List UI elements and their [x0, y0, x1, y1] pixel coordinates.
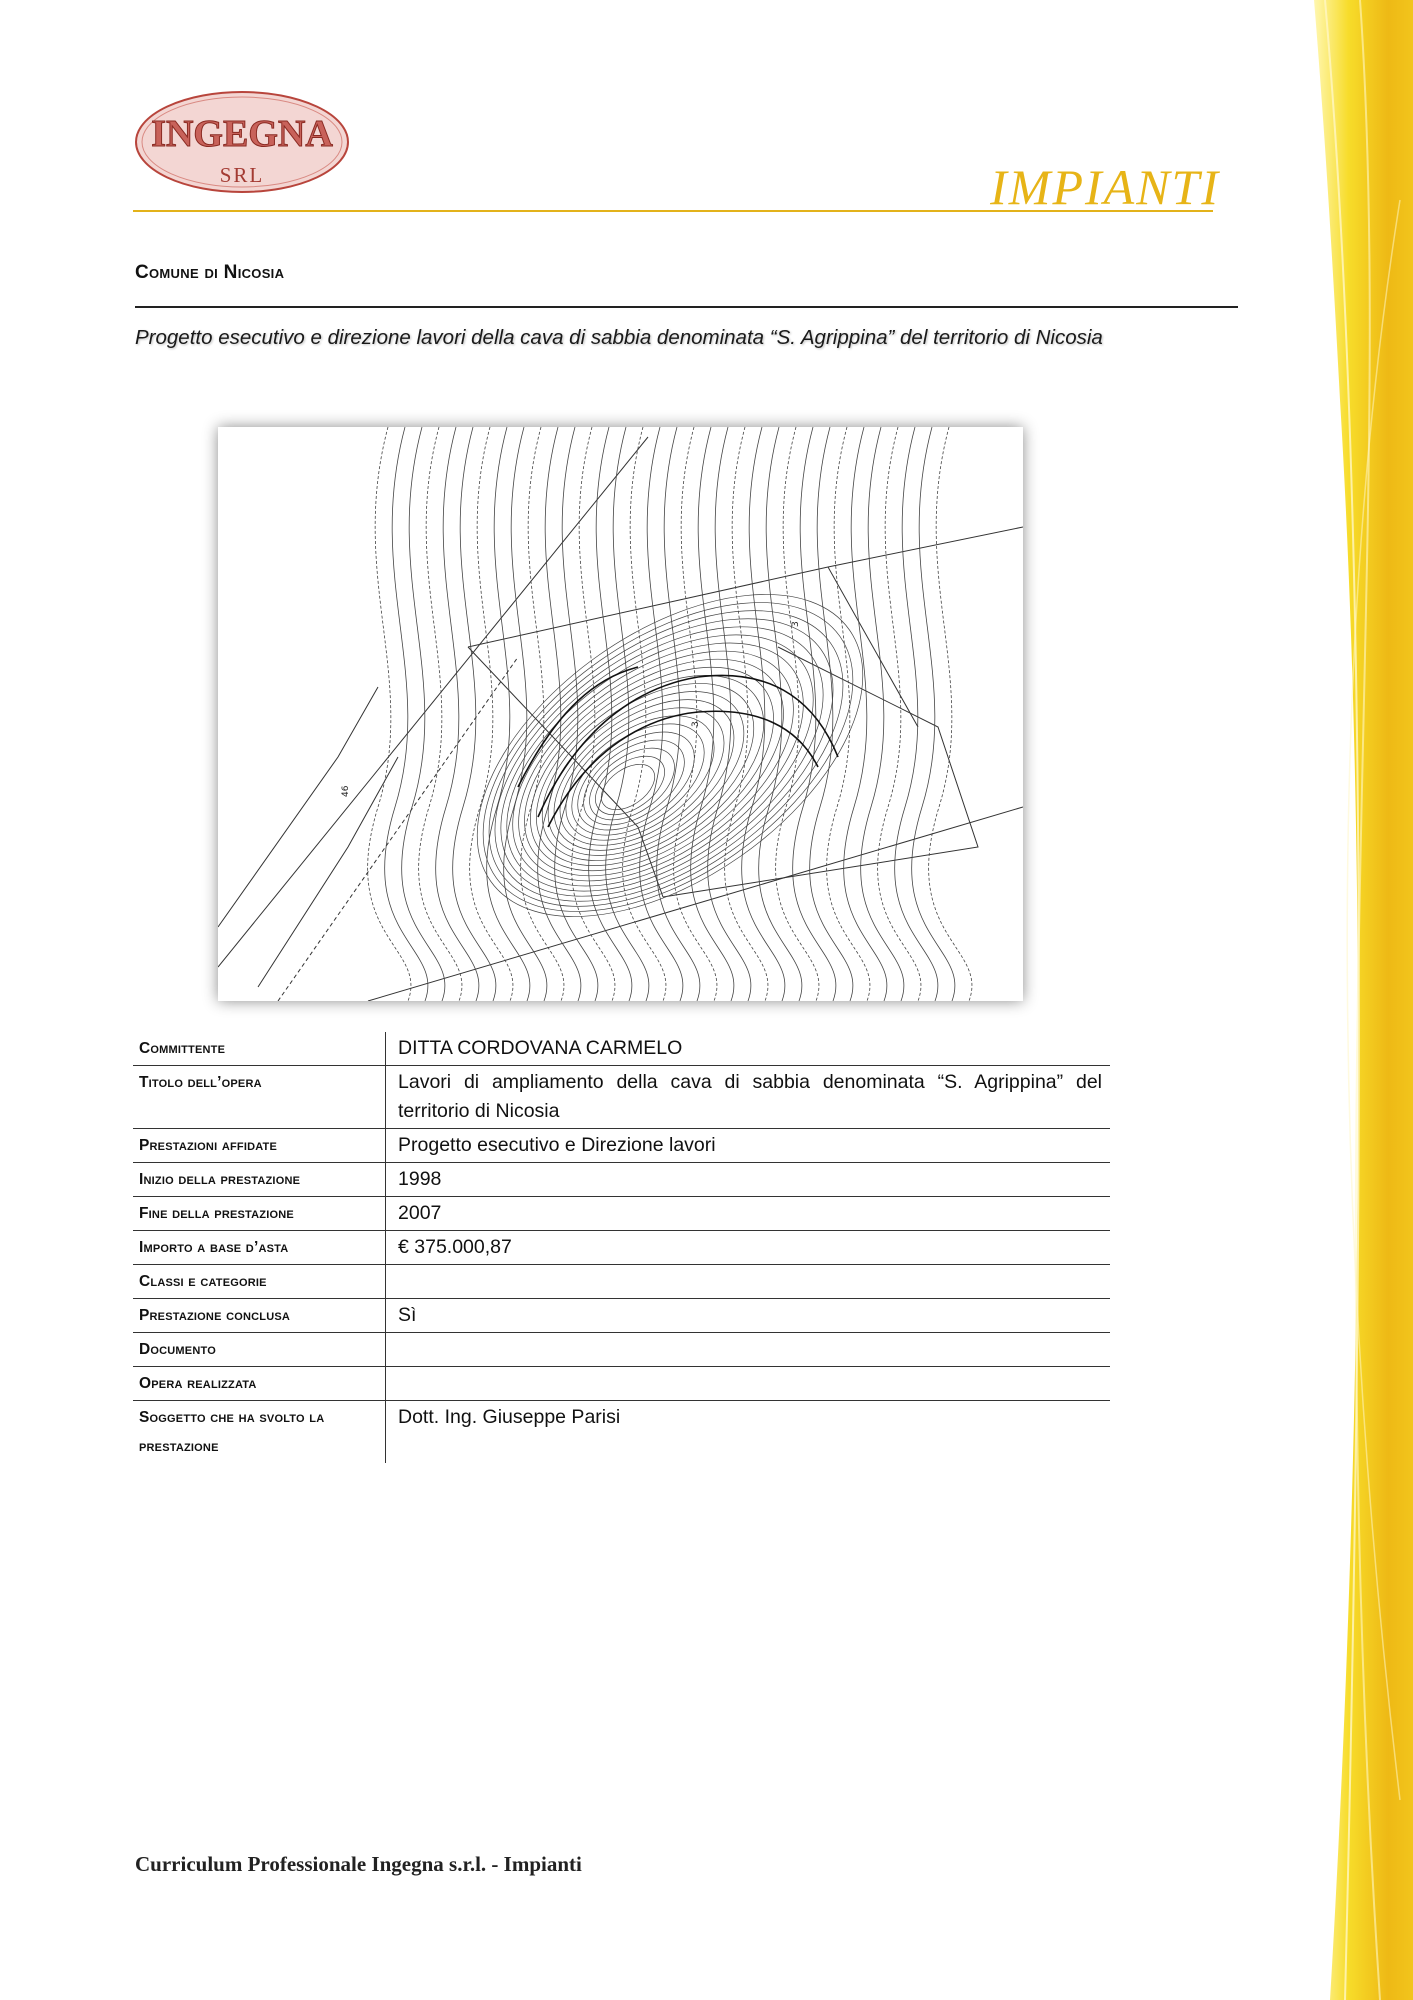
logo-subtext: SRL	[219, 163, 265, 187]
table-row	[133, 1367, 1110, 1401]
table-row	[133, 1299, 1110, 1333]
row-value	[386, 1265, 1111, 1299]
row-value: 1998	[398, 1168, 442, 1190]
quarry-contour-drawing	[218, 427, 1023, 1001]
row-label: Soggetto che ha svolto la prestazione	[133, 1401, 386, 1464]
row-label: Titolo dell’opera	[133, 1066, 386, 1129]
row-label: Prestazioni affidate	[133, 1129, 386, 1163]
section-title: IMPIANTI	[990, 159, 1220, 215]
svg-text:3: 3	[691, 721, 701, 727]
table-row	[133, 1163, 1110, 1197]
municipality-heading: Comune di Nicosia	[135, 262, 285, 283]
row-value: 2007	[398, 1202, 442, 1224]
project-info-table	[133, 1032, 1110, 1463]
row-value	[386, 1333, 1111, 1367]
row-value: € 375.000,87	[398, 1236, 512, 1258]
table-row	[133, 1265, 1110, 1299]
table-row	[133, 1333, 1110, 1367]
company-logo	[133, 84, 351, 204]
table-row	[133, 1231, 1110, 1265]
svg-text:3: 3	[791, 621, 801, 627]
row-label: Prestazione conclusa	[133, 1299, 386, 1333]
row-label: Opera realizzata	[133, 1367, 386, 1401]
row-label: Committente	[133, 1032, 386, 1066]
row-value: Sì	[398, 1304, 417, 1326]
row-value: Dott. Ing. Giuseppe Parisi	[398, 1406, 621, 1428]
table-row	[133, 1401, 1110, 1464]
row-label: Importo a base d’asta	[133, 1231, 386, 1265]
row-label: Inizio della prestazione	[133, 1163, 386, 1197]
row-value: Lavori di ampliamento della cava di sabbia denominata “S. Agrippina” del territorio di Nicosia	[398, 1071, 1102, 1122]
row-label: Documento	[133, 1333, 386, 1367]
table-row	[133, 1066, 1110, 1129]
row-label: Fine della prestazione	[133, 1197, 386, 1231]
row-value: DITTA CORDOVANA CARMELO	[398, 1037, 683, 1059]
project-subtitle: Progetto esecutivo e direzione lavori della cava di sabbia denominata “S. Agrippina” del territorio di Nicosia	[135, 326, 1103, 349]
heading-rule	[135, 306, 1238, 308]
svg-text:46: 46	[341, 785, 351, 797]
row-value	[386, 1367, 1111, 1401]
page-footer: Curriculum Professionale Ingegna s.r.l. - Impianti	[135, 1852, 582, 1876]
table-row	[133, 1032, 1110, 1066]
row-label: Classi e categorie	[133, 1265, 386, 1299]
logo-text: INGEGNA	[151, 113, 333, 155]
table-row	[133, 1197, 1110, 1231]
decorative-gold-band	[1300, 0, 1413, 2000]
table-row	[133, 1129, 1110, 1163]
row-value: Progetto esecutivo e Direzione lavori	[398, 1134, 716, 1156]
